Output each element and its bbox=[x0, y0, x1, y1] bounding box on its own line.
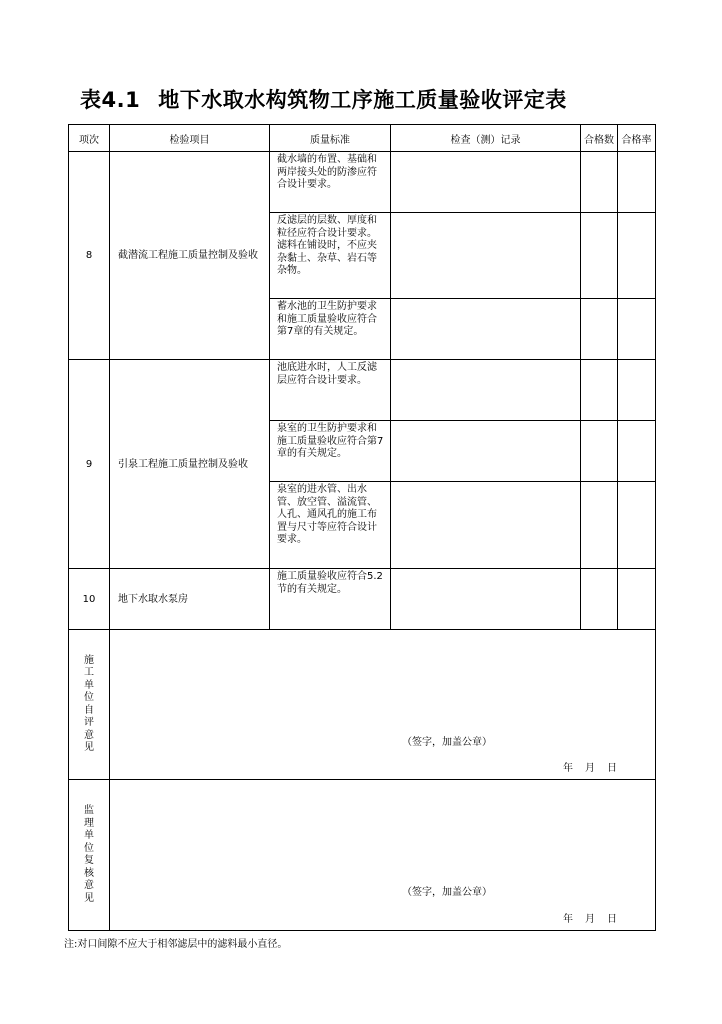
table-row bbox=[69, 360, 656, 421]
pass-count-cell[interactable] bbox=[581, 213, 618, 299]
pass-rate-cell[interactable] bbox=[618, 421, 656, 482]
footnote: 注:对口间隙不应大于相邻滤层中的滤料最小直径。 bbox=[64, 939, 288, 950]
header-record: 检查（测）记录 bbox=[391, 125, 581, 152]
table-number: 表4.1 bbox=[80, 88, 141, 112]
pass-rate-cell[interactable] bbox=[618, 152, 656, 213]
pass-count-cell[interactable] bbox=[581, 421, 618, 482]
record-cell[interactable] bbox=[391, 152, 581, 213]
signature-hint: （签字，加盖公章） bbox=[402, 887, 492, 898]
header-pass-count: 合格数 bbox=[581, 125, 618, 152]
item-name: 截潜流工程施工质量控制及验收 bbox=[110, 152, 270, 360]
contractor-opinion-cell[interactable] bbox=[110, 630, 656, 780]
pass-count-cell[interactable] bbox=[581, 569, 618, 630]
item-index: 10 bbox=[69, 569, 110, 630]
header-item: 检验项目 bbox=[110, 125, 270, 152]
record-cell[interactable] bbox=[391, 299, 581, 360]
contractor-opinion-row bbox=[69, 630, 656, 780]
item-name: 地下水取水泵房 bbox=[110, 569, 270, 630]
record-cell[interactable] bbox=[391, 569, 581, 630]
pass-rate-cell[interactable] bbox=[618, 360, 656, 421]
quality-standard: 反滤层的层数、厚度和粒径应符合设计要求。滤料在铺设时，不应夹杂黏土、杂草、岩石等杂物。 bbox=[270, 213, 391, 299]
pass-rate-cell[interactable] bbox=[618, 482, 656, 569]
quality-standard: 泉室的卫生防护要求和施工质量验收应符合第7章的有关规定。 bbox=[270, 421, 391, 482]
supervisor-opinion-cell[interactable] bbox=[110, 780, 656, 931]
record-cell[interactable] bbox=[391, 482, 581, 569]
date-line: 年 月 日 bbox=[563, 914, 617, 925]
pass-rate-cell[interactable] bbox=[618, 213, 656, 299]
pass-count-cell[interactable] bbox=[581, 482, 618, 569]
date-line: 年 月 日 bbox=[563, 763, 617, 774]
item-index: 9 bbox=[69, 360, 110, 569]
item-name: 引泉工程施工质量控制及验收 bbox=[110, 360, 270, 569]
record-cell[interactable] bbox=[391, 360, 581, 421]
supervisor-opinion-row bbox=[69, 780, 656, 931]
record-cell[interactable] bbox=[391, 421, 581, 482]
header-standard: 质量标准 bbox=[270, 125, 391, 152]
quality-standard: 施工质量验收应符合5.2节的有关规定。 bbox=[270, 569, 391, 630]
table-row bbox=[69, 152, 656, 213]
pass-count-cell[interactable] bbox=[581, 299, 618, 360]
evaluation-table bbox=[68, 124, 656, 931]
header-pass-rate: 合格率 bbox=[618, 125, 656, 152]
pass-rate-cell[interactable] bbox=[618, 569, 656, 630]
signature-hint: （签字，加盖公章） bbox=[402, 737, 492, 748]
quality-standard: 池底进水时，人工反滤层应符合设计要求。 bbox=[270, 360, 391, 421]
table-header-row bbox=[69, 125, 656, 152]
quality-standard: 截水墙的布置、基础和两岸接头处的防渗应符合设计要求。 bbox=[270, 152, 391, 213]
supervisor-opinion-label: 监理单位复核意见 bbox=[69, 780, 110, 931]
quality-standard: 泉室的进水管、出水管、放空管、溢流管、人孔、通风孔的施工布置与尺寸等应符合设计要求。 bbox=[270, 482, 391, 569]
page-title bbox=[80, 84, 567, 114]
pass-count-cell[interactable] bbox=[581, 152, 618, 213]
quality-standard: 蓄水池的卫生防护要求和施工质量验收应符合第7章的有关规定。 bbox=[270, 299, 391, 360]
contractor-opinion-label: 施工单位自评意见 bbox=[69, 630, 110, 780]
table-row bbox=[69, 569, 656, 630]
pass-rate-cell[interactable] bbox=[618, 299, 656, 360]
pass-count-cell[interactable] bbox=[581, 360, 618, 421]
record-cell[interactable] bbox=[391, 213, 581, 299]
item-index: 8 bbox=[69, 152, 110, 360]
header-index: 项次 bbox=[69, 125, 110, 152]
table-title-text: 地下水取水构筑物工序施工质量验收评定表 bbox=[158, 88, 567, 112]
